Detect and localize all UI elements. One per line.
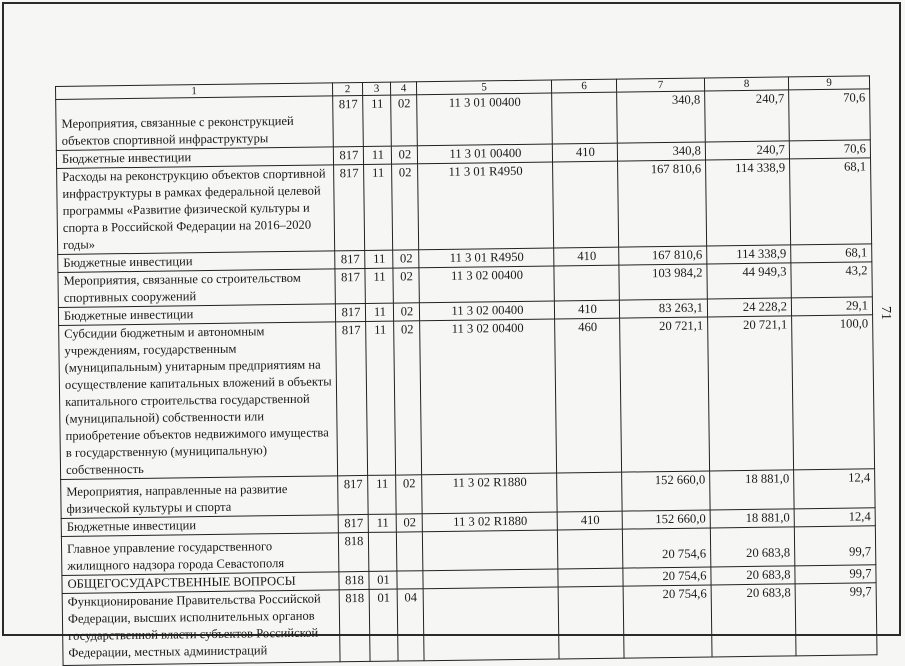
column-header-5: 5 <box>416 80 551 95</box>
cell-ministry-code: 817 <box>335 250 365 268</box>
cell-target-article: 11 3 01 R4950 <box>419 248 554 268</box>
cell-expense-type: 410 <box>554 300 619 319</box>
cell-planned: 20 754,6 <box>623 567 711 586</box>
cell-subsection: 02 <box>396 514 422 532</box>
cell-executed: 20 721,1 <box>708 316 794 471</box>
cell-section: 11 <box>365 303 393 321</box>
row-name: Бюджетные инвестиции <box>58 251 335 273</box>
cell-subsection <box>396 532 423 571</box>
cell-target-article: 11 3 02 R1880 <box>422 473 557 514</box>
column-header-2: 2 <box>332 82 362 95</box>
cell-executed: 114 338,9 <box>707 245 791 264</box>
cell-percent: 70,6 <box>789 89 871 141</box>
cell-expense-type: 410 <box>554 247 619 266</box>
cell-percent: 70,6 <box>789 140 870 159</box>
cell-target-article <box>423 569 558 589</box>
cell-section: 11 <box>365 268 393 303</box>
table-row <box>59 315 875 480</box>
cell-target-article <box>422 530 557 571</box>
column-header-6: 6 <box>551 79 616 93</box>
column-header-4: 4 <box>390 82 416 95</box>
cell-expense-type <box>554 265 619 301</box>
column-header-3: 3 <box>362 82 390 95</box>
row-name: ОБЩЕГОСУДАРСТВЕННЫЕ ВОПРОСЫ <box>62 572 339 594</box>
cell-planned: 83 263,1 <box>619 299 707 318</box>
cell-target-article: 11 3 02 R1880 <box>422 512 557 532</box>
cell-executed: 114 338,9 <box>706 159 791 246</box>
cell-ministry-code: 817 <box>335 268 365 303</box>
cell-target-article <box>423 587 559 661</box>
cell-expense-type <box>558 586 624 659</box>
budget-table <box>55 75 878 666</box>
cell-target-article: 11 3 02 00400 <box>420 319 557 475</box>
cell-percent: 12,4 <box>794 508 875 527</box>
cell-subsection: 02 <box>394 321 422 475</box>
cell-expense-type: 460 <box>555 318 622 473</box>
row-name: Бюджетные инвестиции <box>58 304 335 326</box>
cell-percent: 12,4 <box>794 469 876 509</box>
cell-executed: 20 683,8 <box>710 527 795 567</box>
row-name: Бюджетные инвестиции <box>56 147 333 169</box>
row-name: Мероприятия, связанные со строительством спортивных сооружений <box>58 269 335 308</box>
row-name: Мероприятия, связанные с реконструкцией объектов спортивной инфраструктуры <box>56 96 334 151</box>
cell-planned: 20 721,1 <box>620 317 710 472</box>
row-name: Расходы на реконструкцию объектов спортивной инфраструктуры в рамках федеральной целевой программы «Развитие физической культуры и спорта в Российской Федерации на 2016–2020 годы» <box>57 165 335 255</box>
cell-planned: 20 754,6 <box>622 528 711 568</box>
row-name: Субсидии бюджетным и автономным учреждениям, государственным (муниципальным) унитарным предприятиям на осуществление капитальных вложений в объекты капитального строительства государственной (муниципальной) собственности или приобретение объектов недвижимого имущества в государственную (муниципальную) собственность <box>59 322 338 480</box>
column-header-1: 1 <box>56 83 333 100</box>
cell-percent: 43,2 <box>791 262 872 298</box>
cell-target-article: 11 3 01 00400 <box>417 144 552 164</box>
page-number: 71 <box>878 306 893 320</box>
cell-subsection: 02 <box>391 146 417 164</box>
cell-target-article: 11 3 02 00400 <box>419 266 554 303</box>
cell-executed: 18 881,0 <box>710 509 794 528</box>
row-name: Бюджетные инвестиции <box>61 515 338 537</box>
cell-executed: 20 683,8 <box>711 584 796 657</box>
cell-section: 11 <box>363 95 392 146</box>
cell-subsection: 04 <box>397 589 424 661</box>
cell-expense-type <box>553 161 619 248</box>
cell-percent: 100,0 <box>792 315 875 470</box>
row-name: Функционирование Правительства Российской Федерации, высших исполнительных органов государственной власти субъектов Российской Федерации, местных администраций <box>62 590 340 666</box>
cell-section: 11 <box>368 514 396 532</box>
cell-section: 11 <box>365 250 393 268</box>
cell-ministry-code: 818 <box>339 571 369 589</box>
cell-executed: 24 228,2 <box>707 298 791 317</box>
cell-section <box>368 532 397 571</box>
table-row <box>57 158 872 255</box>
cell-section: 01 <box>369 571 397 589</box>
column-header-8: 8 <box>704 77 788 91</box>
cell-subsection: 02 <box>393 303 419 321</box>
cell-subsection: 02 <box>392 164 419 250</box>
cell-ministry-code: 818 <box>339 589 370 661</box>
cell-subsection <box>397 571 423 589</box>
cell-ministry-code: 817 <box>338 475 369 514</box>
cell-ministry-code: 817 <box>338 514 368 532</box>
cell-percent: 99,7 <box>795 565 876 584</box>
cell-executed: 20 683,8 <box>711 566 795 585</box>
cell-expense-type: 410 <box>552 143 617 162</box>
cell-ministry-code: 818 <box>338 532 369 571</box>
cell-ministry-code: 817 <box>335 303 365 321</box>
cell-percent: 29,1 <box>791 297 872 316</box>
cell-percent: 68,1 <box>790 158 872 245</box>
cell-ministry-code: 817 <box>333 146 363 164</box>
cell-percent: 99,7 <box>795 583 877 656</box>
cell-subsection: 02 <box>393 250 419 268</box>
column-header-7: 7 <box>616 78 704 92</box>
cell-target-article: 11 3 02 00400 <box>419 301 554 321</box>
cell-percent: 68,1 <box>791 244 872 263</box>
cell-percent: 99,7 <box>794 526 876 566</box>
cell-planned: 152 660,0 <box>622 510 710 529</box>
cell-ministry-code: 817 <box>336 321 368 475</box>
cell-section: 11 <box>366 321 396 475</box>
cell-executed: 240,7 <box>705 90 790 142</box>
cell-expense-type <box>557 472 623 512</box>
cell-target-article: 11 3 01 00400 <box>417 93 553 146</box>
cell-executed: 18 881,0 <box>710 470 795 510</box>
cell-section: 11 <box>363 146 391 164</box>
cell-planned: 152 660,0 <box>622 471 711 511</box>
cell-planned: 20 754,6 <box>623 585 712 658</box>
row-name: Главное управление государственного жилищного надзора города Севастополя <box>61 533 338 576</box>
cell-section: 11 <box>368 475 397 514</box>
cell-target-article: 11 3 01 R4950 <box>418 162 554 250</box>
cell-planned: 103 984,2 <box>619 264 707 300</box>
cell-section: 11 <box>364 164 393 250</box>
cell-ministry-code: 817 <box>334 164 365 250</box>
row-name: Мероприятия, направленные на развитие физической культуры и спорта <box>61 476 338 519</box>
cell-expense-type <box>558 568 623 587</box>
table-row <box>62 583 877 666</box>
cell-planned: 167 810,6 <box>619 246 707 265</box>
cell-expense-type: 410 <box>557 511 622 530</box>
budget-table-wrapper <box>55 75 877 666</box>
cell-executed: 240,7 <box>705 141 789 160</box>
cell-subsection: 02 <box>393 268 419 303</box>
column-header-9: 9 <box>788 76 869 90</box>
cell-executed: 44 949,3 <box>707 263 791 299</box>
cell-ministry-code: 817 <box>333 95 364 146</box>
cell-subsection: 02 <box>391 95 418 146</box>
cell-expense-type <box>552 92 618 144</box>
cell-planned: 340,8 <box>617 142 705 161</box>
cell-planned: 167 810,6 <box>618 160 707 247</box>
cell-expense-type <box>557 529 623 569</box>
cell-subsection: 02 <box>396 475 423 514</box>
cell-planned: 340,8 <box>617 91 706 143</box>
cell-section: 01 <box>369 589 398 661</box>
